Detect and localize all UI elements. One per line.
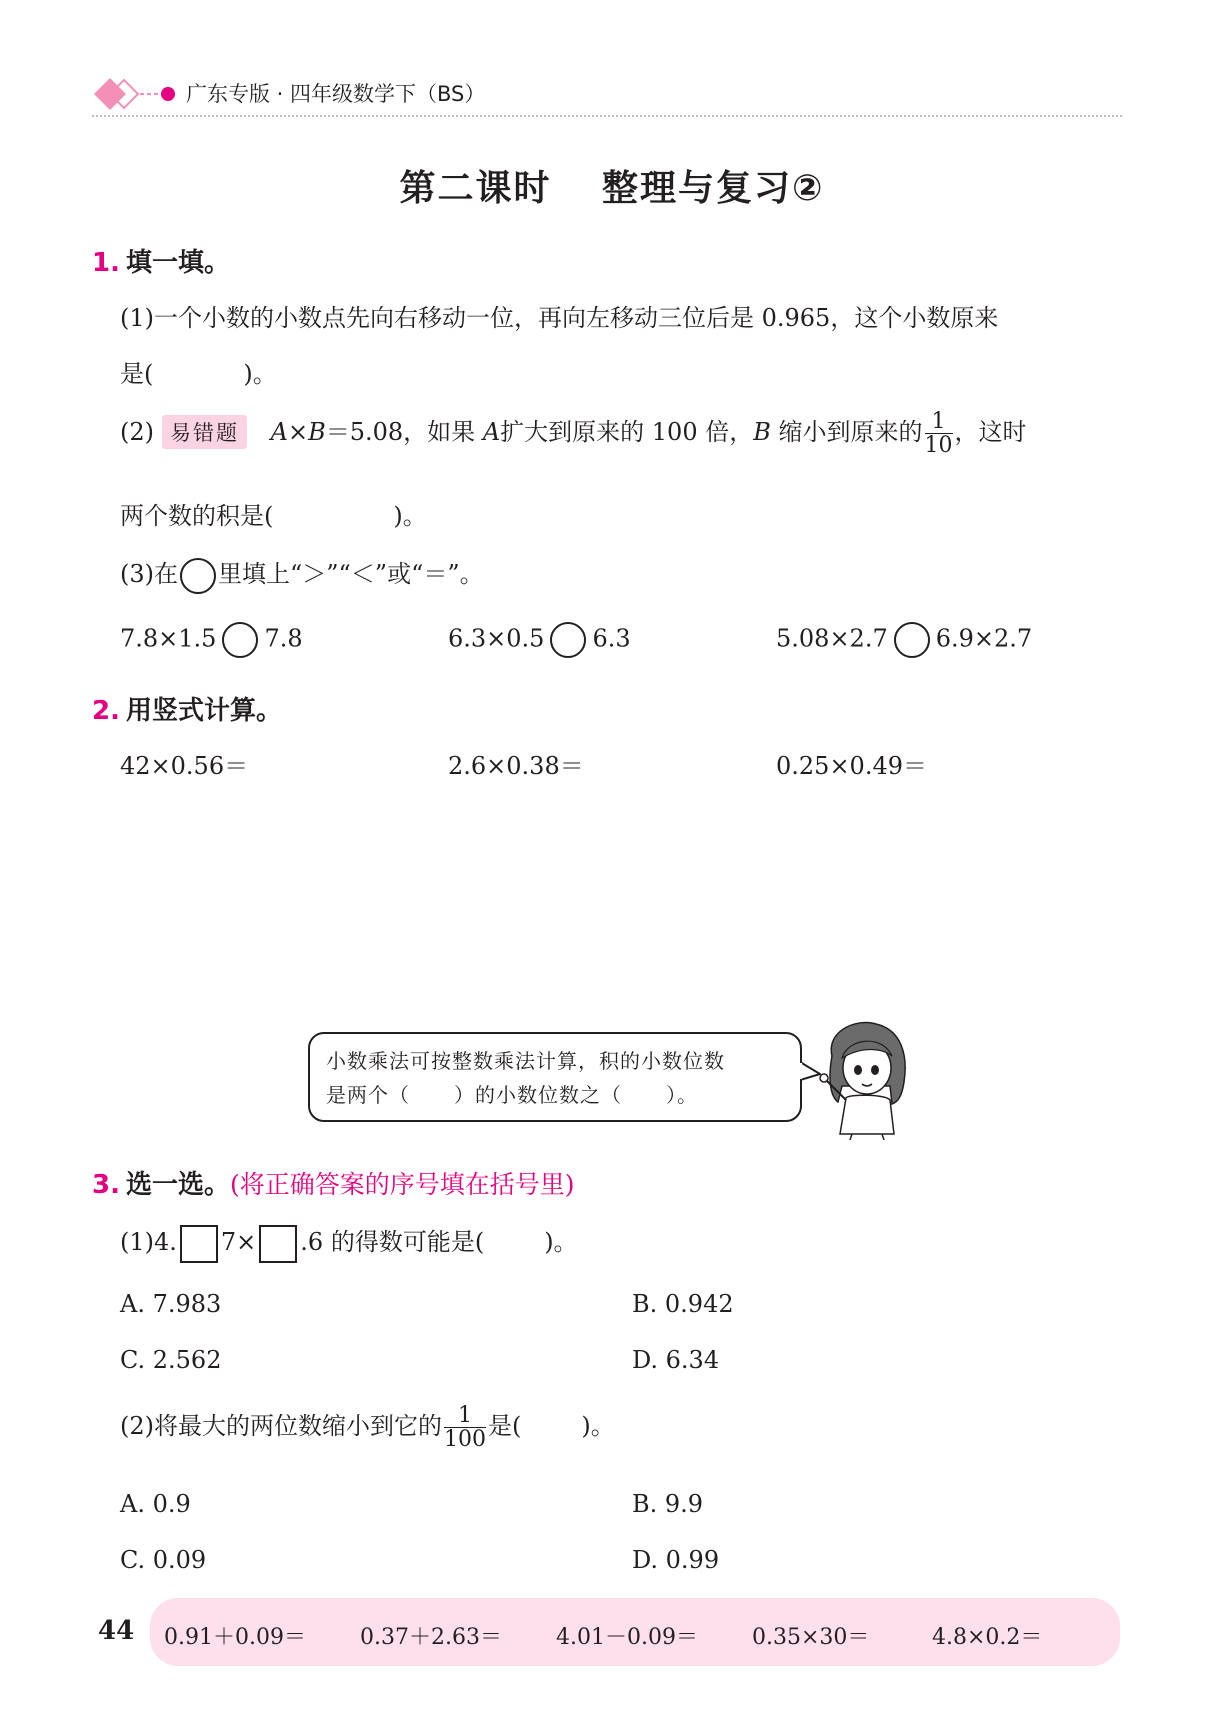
s3-q2-option-c[interactable]: C. 0.09 <box>120 1546 207 1574</box>
var-a2: A <box>482 418 501 447</box>
section-3-number: 3. <box>92 1170 120 1200</box>
header-diamond-icon <box>90 74 186 114</box>
s3-q1-option-b[interactable]: B. 0.942 <box>632 1290 734 1318</box>
s1-q2-open: 两个数的积是( <box>120 502 274 530</box>
s1-q1-close: )。 <box>243 360 277 388</box>
hint-line-2 <box>326 1078 784 1112</box>
s3-q1-d: )。 <box>544 1228 578 1256</box>
s1-q1-open: 是( <box>120 360 154 388</box>
times-sign: × <box>287 418 309 447</box>
s1-q2-mid2: 缩小到原来的 <box>778 418 923 447</box>
oral-calc-item-5: 4.8×0.2＝ <box>932 1625 1043 1650</box>
s3-q1-a: (1)4. <box>120 1228 177 1256</box>
s3-q2-line <box>120 1404 615 1451</box>
compare-right: 6.3 <box>592 624 631 653</box>
header-divider <box>92 115 1122 117</box>
s3-q2-option-a[interactable]: A. 0.9 <box>120 1490 191 1518</box>
oral-calc-item-4: 0.35×30＝ <box>752 1625 870 1650</box>
compare-left: 6.3×0.5 <box>448 624 545 653</box>
calc-item-1: 42×0.56＝ <box>120 752 249 780</box>
compare-right: 7.8 <box>264 624 303 653</box>
s1-q2-close: )。 <box>393 502 427 530</box>
var-b: B <box>308 418 326 447</box>
calc-item-2: 2.6×0.38＝ <box>448 752 584 780</box>
hint-line-1: 小数乘法可按整数乘法计算，积的小数位数 <box>326 1049 725 1073</box>
hint-text-c: ）。 <box>666 1083 698 1107</box>
s3-q2-option-b[interactable]: B. 9.9 <box>632 1490 704 1518</box>
header-title: 广东专版 · 四年级数学下（BS） <box>186 82 486 106</box>
oral-calc-item-2: 0.37＋2.63＝ <box>360 1625 502 1650</box>
compare-right: 6.9×2.7 <box>935 624 1033 653</box>
hint-speech-bubble <box>308 1032 802 1122</box>
page-title <box>0 160 1224 211</box>
s3-q2-option-d[interactable]: D. 0.99 <box>632 1546 720 1574</box>
s1-q2-end: ，这时 <box>954 418 1027 447</box>
compare-item-3 <box>776 622 1032 658</box>
compare-left: 5.08×2.7 <box>776 624 888 653</box>
hint-text-a: 是两个（ <box>326 1083 410 1107</box>
s3-q1-b: 7× <box>220 1228 257 1256</box>
s1-q1-line1: (1)一个小数的小数点先向右移动一位，再向左移动三位后是 0.965，这个小数原来 <box>120 304 999 332</box>
section-2-title: 用竖式计算。 <box>125 696 282 726</box>
section-1-heading <box>92 242 230 279</box>
s1-q2-eq: ＝5.08，如果 <box>325 418 476 447</box>
compare-item-2 <box>448 622 631 658</box>
s3-q2-c: )。 <box>581 1412 615 1441</box>
s1-q3-line <box>120 554 484 594</box>
section-2-heading <box>92 690 282 727</box>
s3-q1-line <box>120 1222 578 1263</box>
section-3-heading <box>92 1164 575 1201</box>
s1-q2-prefix: (2) <box>120 418 154 447</box>
s1-q3-a: (3)在 <box>120 560 178 588</box>
s3-q2-b: 是( <box>488 1412 522 1441</box>
s3-q1-option-a[interactable]: A. 7.983 <box>120 1290 222 1318</box>
calc-work-area[interactable] <box>120 790 1110 1010</box>
page-number: 44 <box>98 1616 135 1646</box>
compare-circle-3[interactable] <box>894 622 930 658</box>
hint-text-b: ）的小数位数之（ <box>454 1083 622 1107</box>
s1-q2-line1 <box>120 410 1027 457</box>
section-1-title: 填一填。 <box>125 248 230 278</box>
s3-q1-c: .6 的得数可能是( <box>300 1228 485 1256</box>
girl-cartoon-icon <box>812 1016 916 1140</box>
var-a: A <box>270 418 288 447</box>
section-3-instruction: (将正确答案的序号填在括号里) <box>229 1170 575 1199</box>
oral-calc-item-1: 0.91＋0.09＝ <box>164 1625 306 1650</box>
s1-q3-b: 里填上“＞”“＜”或“＝”。 <box>218 560 484 588</box>
fraction-one-tenth: $\frac{1}{10}$ <box>924 409 953 459</box>
title-topic: 整理与复习② <box>602 168 825 209</box>
section-3-title: 选一选。 <box>125 1170 230 1200</box>
calc-item-3: 0.25×0.49＝ <box>776 752 927 780</box>
compare-circle-2[interactable] <box>550 622 586 658</box>
section-2-number: 2. <box>92 696 120 726</box>
compare-circle-1[interactable] <box>222 622 258 658</box>
s3-q2-a: (2)将最大的两位数缩小到它的 <box>120 1412 442 1441</box>
circle-sample-icon <box>180 558 216 594</box>
s3-q1-option-c[interactable]: C. 2.562 <box>120 1346 222 1374</box>
compare-left: 7.8×1.5 <box>120 624 217 653</box>
digit-box-2[interactable] <box>259 1225 297 1263</box>
s1-q2-mid: 扩大到原来的 100 倍， <box>500 418 754 447</box>
digit-box-1[interactable] <box>180 1225 218 1263</box>
error-prone-tag: 易错题 <box>162 415 247 449</box>
s1-q1-line2 <box>120 354 277 389</box>
s1-q2-line2 <box>120 496 427 531</box>
oral-calc-item-3: 4.01－0.09＝ <box>556 1625 698 1650</box>
title-lesson: 第二课时 <box>399 168 552 209</box>
compare-item-1 <box>120 622 303 658</box>
s3-q1-option-d[interactable]: D. 6.34 <box>632 1346 720 1374</box>
var-b2: B <box>753 418 771 447</box>
fraction-one-hundredth: $\frac{1}{100}$ <box>444 1403 486 1453</box>
section-1-number: 1. <box>92 248 120 278</box>
